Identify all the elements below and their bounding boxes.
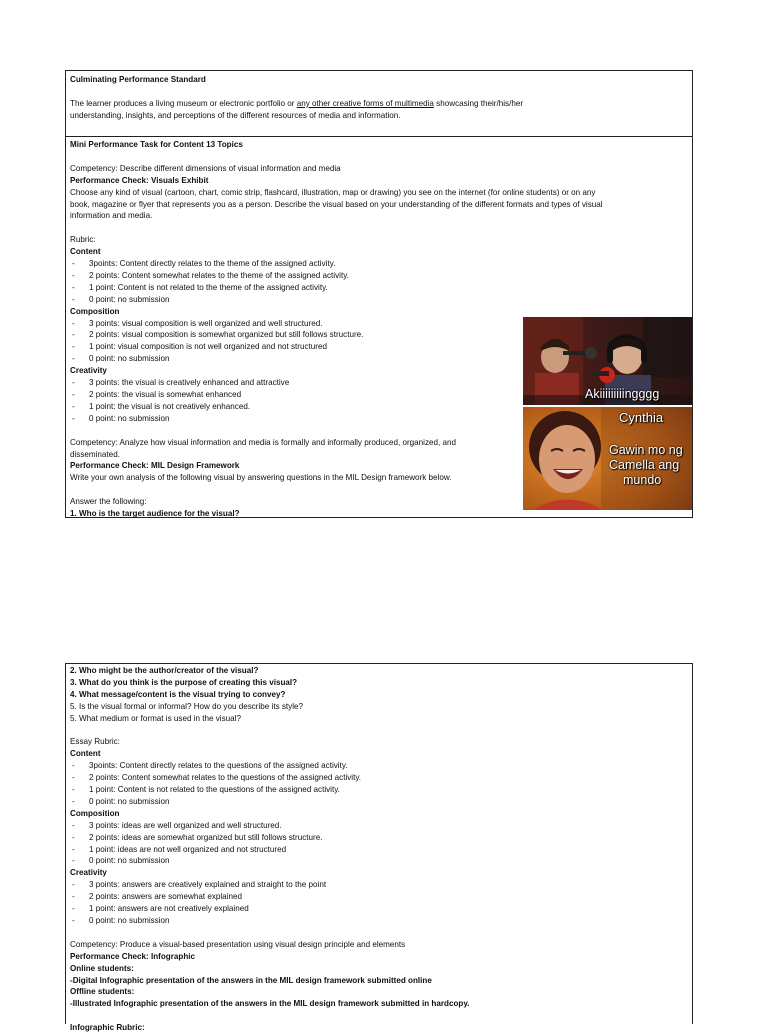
rubric-item: - 1 point: Content is not related to the questions of the assigned activity. [70,784,688,796]
rubric-item: - 3 points: visual composition is well organized and well structured. [70,318,688,330]
competency-2-cont: disseminated. [70,449,120,459]
rubric-item: - 3 points: the visual is creatively enhanced and attractive [70,377,688,389]
rubric-label: Rubric: [70,235,96,245]
rubric-item: - 0 point: no submission [70,353,688,365]
infographic-rubric-label: Infographic Rubric: [70,1023,145,1033]
page2-cell [66,664,692,1034]
write-instructions: Write your own analysis of the following visual by answering questions in the MIL Design framework below. [70,473,452,483]
question-1: 1. Who is the target audience for the visual? [70,509,240,519]
composition-label: Composition [70,808,120,818]
competency-1: Competency: Describe different dimensions of visual information and media [70,163,341,173]
question: 5. What medium or format is used in the visual? [70,713,241,723]
offline-students-text: -Illustrated Infographic presentation of the answers in the MIL design framework submitted in hardcopy. [70,999,470,1009]
rubric-item: - 2 points: the visual is somewhat enhanced [70,389,688,401]
rubric-item: - 2 points: Content somewhat relates to the questions of the assigned activity. [70,772,688,784]
mini-task-title: Mini Performance Task for Content 13 Topics [70,140,243,149]
meme-caption-cynthia: Cynthia [619,410,664,425]
meme-photo-radio-booth [523,317,692,405]
essay-rubric-label: Essay Rubric: [70,737,120,747]
meme-caption-line: Gawin mo ng [609,443,683,457]
rubric-item: - 0 point: no submission [70,915,688,927]
culminating-cell [66,71,692,137]
instructions-line: information and media. [70,211,153,221]
instructions-line: Choose any kind of visual (cartoon, chart, comic strip, flashcard, illustration, map or drawing) you see on the internet (for online students) or on any [70,187,596,197]
answer-label: Answer the following: [70,497,147,507]
meme-photo-laughing-woman [523,407,692,510]
performance-check-2: Performance Check: MIL Design Framework [70,461,240,471]
culminating-text-2: understanding, insights, and perceptions of the different resources of media and information. [70,110,401,120]
creativity-label: Creativity [70,868,107,878]
composition-label: Composition [70,306,120,316]
question: 4. What message/content is the visual trying to convey? [70,689,286,699]
rubric-item: - 2 points: Content somewhat relates to the theme of the assigned activity. [70,270,688,282]
content-label: Content [70,749,101,759]
rubric-item: - 1 point: ideas are not well organized and not structured [70,844,688,856]
rubric-item: - 0 point: no submission [70,796,688,808]
creativity-label: Creativity [70,366,107,376]
rubric-item: - 1 point: visual composition is not well organized and not structured [70,341,688,353]
meme-caption-akiii: Akiiiiiiiiingggg [585,387,660,401]
rubric-item: - 0 point: no submission [70,855,688,867]
meme-caption-line: mundo [623,473,662,487]
culminating-text: The learner produces a living museum or electronic portfolio or any other creative forms of multimedia showcasing their/his/her [70,98,524,108]
rubric-item: - 2 points: ideas are somewhat organized but still follows structure. [70,832,688,844]
rubric-item: - 0 point: no submission [70,294,688,306]
rubric-item: - 1 point: Content is not related to the theme of the assigned activity. [70,282,688,294]
performance-check-3: Performance Check: Infographic [70,951,196,961]
rubric-item: - 1 point: the visual is not creatively enhanced. [70,401,688,413]
content-label: Content [70,247,101,257]
culminating-title: Culminating Performance Standard [70,75,206,84]
performance-check-1: Performance Check: Visuals Exhibit [70,175,209,185]
competency-2: Competency: Analyze how visual information and media is formally and informally produced, organized, and [70,437,457,447]
rubric-item: - 3points: Content directly relates to the theme of the assigned activity. [70,258,688,270]
rubric-item: - 3points: Content directly relates to the questions of the assigned activity. [70,760,688,772]
online-students-label: Online students: [70,963,134,973]
instructions-line: book, magazine or flyer that represents you as a person. Describe the visual based on your understanding of the different formats and types of visual [70,199,603,209]
meme-caption-line: Camella ang [609,458,680,472]
rubric-item: - 0 point: no submission [70,413,688,425]
question: 5. Is the visual formal or informal? How do you describe its style? [70,701,304,711]
offline-students-label: Offline students: [70,987,135,997]
rubric-item: - 2 points: answers are somewhat explained [70,891,688,903]
rubric-item: - 3 points: answers are creatively explained and straight to the point [70,879,688,891]
rubric-item: - 2 points: visual composition is somewhat organized but still follows structure. [70,329,688,341]
question: 2. Who might be the author/creator of the visual? [70,666,259,675]
page2-table [65,663,693,1033]
rubric-item: - 3 points: ideas are well organized and well structured. [70,820,688,832]
question: 3. What do you think is the purpose of creating this visual? [70,677,298,687]
competency-3: Competency: Produce a visual-based presentation using visual design principle and elements [70,939,406,949]
online-students-text: -Digital Infographic presentation of the answers in the MIL design framework submitted online [70,975,432,985]
rubric-item: - 1 point: answers are not creatively explained [70,903,688,915]
